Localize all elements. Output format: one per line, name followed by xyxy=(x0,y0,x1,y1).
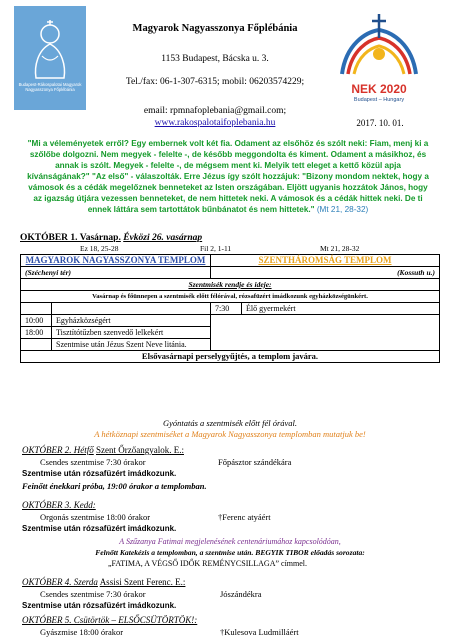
day-date: OKTÓBER 5. Csütörtök – ELSŐCSÜTÖRTÖK!: xyxy=(22,615,198,625)
row-intention: Szentmise után Jézus Szent Neve litánia. xyxy=(52,339,211,351)
day-heading-oct3 xyxy=(22,500,96,510)
parish-address: 1153 Budapest, Bácska u. 3. xyxy=(161,54,269,64)
mass-intention: †Ferenc atyáért xyxy=(218,512,271,522)
church-left-address: (Széchenyi tér) xyxy=(21,267,211,279)
day-date: OKTÓBER 3. Kedd: xyxy=(22,500,96,510)
logo-caption: Budapest-Rákospalotai Magyarok Nagyasszonya Főplébánia xyxy=(18,82,82,92)
rosary-note: Szentmise után rózsafüzért imádkozunk. xyxy=(22,524,177,533)
day-heading-oct2 xyxy=(22,445,184,455)
confession-note: Gyóntatás a szentmisék előtt fél órával. xyxy=(162,418,298,428)
sunday-readings xyxy=(20,244,440,254)
parish-name: Magyarok Nagyasszonya Főplébánia xyxy=(132,23,298,34)
day-date: OKTÓBER 2. Hétfő xyxy=(22,445,94,455)
fatima-note: A Szűzanya Fatimai megjelenésének centenáriumához kapcsolódóan, xyxy=(119,537,341,546)
sunday-heading xyxy=(20,233,202,243)
mass-intention: †Kulesova Ludmilláért xyxy=(220,627,299,637)
mass-intention: Főpásztor szándékára xyxy=(218,457,292,467)
reading-first: Ez 18, 25-28 xyxy=(80,244,119,253)
row-time: 10:00 xyxy=(21,315,52,327)
day-date: OKTÓBER 4. Szerda xyxy=(22,577,98,587)
rosary-note: Szentmise után rózsafüzért imádkozunk. xyxy=(22,601,177,610)
sunday-feast: Évközi 26. vasárnap xyxy=(123,233,203,243)
church-left-name: MAGYAROK NAGYASSZONYA TEMPLOM xyxy=(21,255,211,267)
gospel-reference: (Mt 21, 28-32) xyxy=(316,205,369,214)
nek-2020-logo xyxy=(334,12,424,112)
nek-title: NEK 2020 xyxy=(351,82,407,96)
reading-gospel: Mt 21, 28-32 xyxy=(320,244,360,253)
table-row xyxy=(21,255,440,267)
mass-order-title: Szentmisék rendje és ideje: xyxy=(21,279,440,291)
table-row xyxy=(21,279,440,291)
lecture-title: „FATIMA, A VÉGSŐ IDŐK REMÉNYCSILLAGA” címmel. xyxy=(108,559,308,568)
parish-phone: Tel./fax: 06-1-307-6315; mobil: 06203574229; xyxy=(125,77,305,87)
row-intention: Egyházközségért xyxy=(52,315,211,327)
row-time xyxy=(21,303,52,315)
table-row xyxy=(21,291,440,303)
church-right-name: SZENTHÁROMSÁG TEMPLOM xyxy=(211,255,440,267)
table-row xyxy=(21,303,440,315)
collection-note: Elsővasárnapi perselygyűjtés, a templom javára. xyxy=(21,351,440,363)
day-heading-oct4 xyxy=(22,577,185,587)
bulletin-date: 2017. 10. 01. xyxy=(356,118,404,128)
table-row xyxy=(21,327,440,339)
row-intention-right: Élő gyermekért xyxy=(242,303,440,315)
table-row xyxy=(21,351,440,363)
row-empty xyxy=(211,315,440,327)
table-row xyxy=(21,267,440,279)
sunday-day: OKTÓBER 1. Vasárnap. xyxy=(20,233,121,243)
nek-subtitle: Budapest – Hungary xyxy=(353,97,405,103)
parish-logo xyxy=(14,6,86,110)
choir-note: Feinőtt énekkari próba, 19:00 órakor a templomban. xyxy=(22,481,207,491)
reading-second: Fil 2, 1-11 xyxy=(200,244,232,253)
mass-time: Gyászmise 18:00 órakor xyxy=(40,627,124,637)
weekday-note: A hétköznapi szentmiséket a Magyarok Nagyasszonya templomban mutatjuk be! xyxy=(94,429,366,439)
parish-email: email: rpmnafoplebania@gmail.com; xyxy=(143,106,287,116)
table-row xyxy=(21,339,440,351)
row-time: 18:00 xyxy=(21,327,52,339)
row-time xyxy=(21,339,52,351)
sunday-schedule-table xyxy=(20,254,440,363)
rosary-note: Szentmise után rózsafüzért imádkozunk. xyxy=(22,469,177,478)
row-time-right: 7:30 xyxy=(211,303,242,315)
mass-time: Orgonás szentmise 18:00 órakor xyxy=(40,512,151,522)
mass-time: Csendes szentmise 7:30 órakor xyxy=(40,457,146,467)
row-empty xyxy=(211,339,440,351)
gospel-quote xyxy=(26,138,430,215)
mass-intention: Jószándékra xyxy=(220,589,262,599)
row-intention xyxy=(52,303,211,315)
day-feast: Assisi Szent Ferenc. E.: xyxy=(99,577,186,587)
table-row xyxy=(21,315,440,327)
day-feast: Szent Őrzőangyalok. E.: xyxy=(96,445,184,455)
row-empty xyxy=(211,327,440,339)
day-heading-oct5 xyxy=(22,615,197,625)
church-right-address: (Kossuth u.) xyxy=(211,267,440,279)
gospel-quote-text: "Mi a véleményetek erről? Egy embernek volt két fia. Odament az elsőhöz és szólt neki: Fiam, menj ki a szőlőbe dolgozni. Nem megyek - felelte -, de később meggondolta és kiment. Odament a másikhoz, és annak is szólt. Megyek - felelte -, de mégsem ment ki. Melyik tett eleget a kettő közül apja kívánságának?" "Az első" - válaszolták. Erre Jézus így szólt hozzájuk: "Bizony mondom nektek, hogy a vámosok és a cédák megelőznek benneteket az Isten országában. Eljött ugyanis hozzátok János, hogy az igazság útjára vezessen benneteket, de nem hittetek neki. A vámosok és a cédák hittek neki. De ti ennek láttára sem tartottátok bűnbánatot és nem hittetek." xyxy=(27,139,429,214)
lecture-note: Felnőtt Katekézis a templomban, a szentmise után. BEGYIK TIBOR előadás sorozata: xyxy=(95,548,365,557)
row-intention: Tisztítótűzben szenvedő lelkekért xyxy=(52,327,211,339)
mass-info: Vasárnap és főünnepen a szentmisék előtt félórával, rózsafüzért imádkozunk egyházközségünkért. xyxy=(21,291,440,303)
parish-website-link[interactable]: www.rakospalotaifoplebania.hu xyxy=(154,118,276,128)
mass-time: Csendes szentmise 7:30 órakor xyxy=(40,589,146,599)
